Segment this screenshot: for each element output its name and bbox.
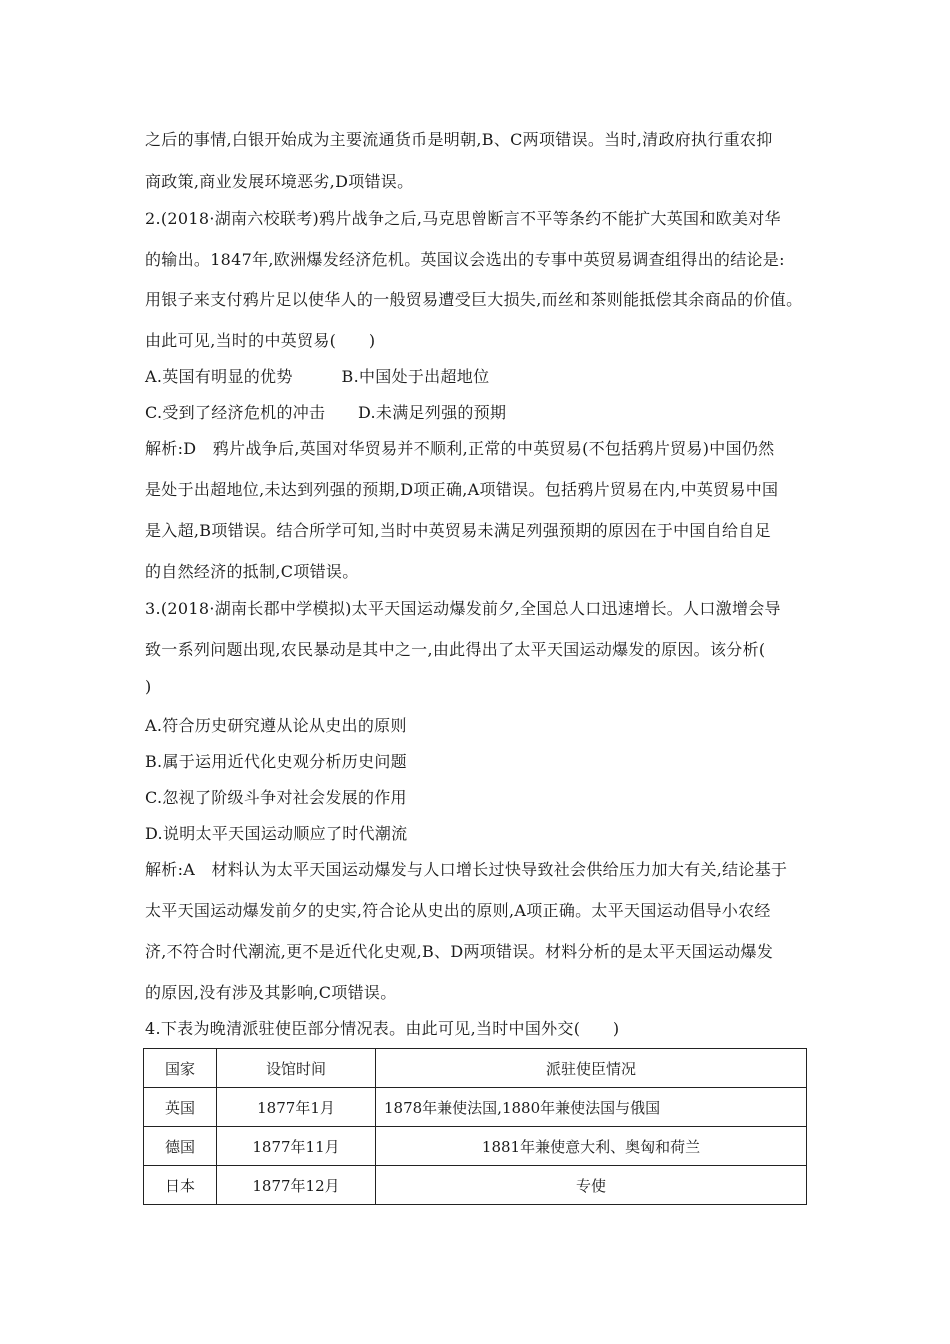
text-line: 商政策,商业发展环境恶劣,D项错误。 <box>145 172 414 191</box>
text-line: 太平天国运动爆发前夕的史实,符合论从史出的原则,A项正确。太平天国运动倡导小农经 <box>145 901 771 920</box>
table-row <box>144 1127 807 1166</box>
text-line: 之后的事情,白银开始成为主要流通货币是明朝,B、C两项错误。当时,清政府执行重农抑 <box>145 130 773 149</box>
table-row <box>144 1166 807 1205</box>
table-cell: 1877年1月 <box>217 1088 376 1127</box>
text-line: 用银子来支付鸦片足以使华人的一般贸易遭受巨大损失,而丝和茶则能抵偿其余商品的价值。 <box>145 290 803 309</box>
text-line: 由此可见,当时的中英贸易( ) <box>145 331 376 350</box>
options-cd: C.受到了经济危机的冲击 D.未满足列强的预期 <box>145 403 507 422</box>
table-cell: 专使 <box>376 1166 807 1205</box>
table-cell: 1878年兼使法国,1880年兼使法国与俄国 <box>376 1088 807 1127</box>
options-ab: A.英国有明显的优势 B.中国处于出超地位 <box>145 367 490 386</box>
table-cell: 1877年12月 <box>217 1166 376 1205</box>
table-cell: 1877年11月 <box>217 1127 376 1166</box>
answer-analysis-3: 解析:A 材料认为太平天国运动爆发与人口增长过快导致社会供给压力加大有关,结论基于 <box>145 860 788 879</box>
option-c: C.忽视了阶级斗争对社会发展的作用 <box>145 788 407 807</box>
table-header: 国家 <box>144 1049 217 1088</box>
text-line: 济,不符合时代潮流,更不是近代化史观,B、D两项错误。材料分析的是太平天国运动爆发 <box>145 942 774 961</box>
table-cell: 英国 <box>144 1088 217 1127</box>
table-header-row <box>144 1049 807 1088</box>
table-cell: 1881年兼使意大利、奥匈和荷兰 <box>376 1127 807 1166</box>
question-3-stem: 3.(2018·湖南长郡中学模拟)太平天国运动爆发前夕,全国总人口迅速增长。人口激增会导 <box>145 599 781 618</box>
question-2-stem: 2.(2018·湖南六校联考)鸦片战争之后,马克思曾断言不平等条约不能扩大英国和欧美对华 <box>145 209 781 228</box>
envoy-table <box>143 1048 807 1205</box>
table-row <box>144 1088 807 1127</box>
text-line: 的原因,没有涉及其影响,C项错误。 <box>145 983 397 1002</box>
answer-analysis-2: 解析:D 鸦片战争后,英国对华贸易并不顺利,正常的中英贸易(不包括鸦片贸易)中国仍然 <box>145 439 775 458</box>
table-cell: 日本 <box>144 1166 217 1205</box>
text-line: 的自然经济的抵制,C项错误。 <box>145 562 359 581</box>
text-line: 致一系列问题出现,农民暴动是其中之一,由此得出了太平天国运动爆发的原因。该分析( <box>145 640 766 659</box>
table-header: 派驻使臣情况 <box>376 1049 807 1088</box>
question-4-stem: 4.下表为晚清派驻使臣部分情况表。由此可见,当时中国外交( ) <box>145 1019 620 1038</box>
option-b: B.属于运用近代化史观分析历史问题 <box>145 752 407 771</box>
option-d: D.说明太平天国运动顺应了时代潮流 <box>145 824 408 843</box>
table-cell: 德国 <box>144 1127 217 1166</box>
option-a: A.符合历史研究遵从论从史出的原则 <box>145 716 407 735</box>
text-line: 是入超,B项错误。结合所学可知,当时中英贸易未满足列强预期的原因在于中国自给自足 <box>145 521 771 540</box>
text-line: 的输出。1847年,欧洲爆发经济危机。英国议会选出的专事中英贸易调查组得出的结论是: <box>145 250 785 269</box>
text-line: 是处于出超地位,未达到列强的预期,D项正确,A项错误。包括鸦片贸易在内,中英贸易中国 <box>145 480 779 499</box>
table-header: 设馆时间 <box>217 1049 376 1088</box>
text-line: ) <box>145 677 152 696</box>
